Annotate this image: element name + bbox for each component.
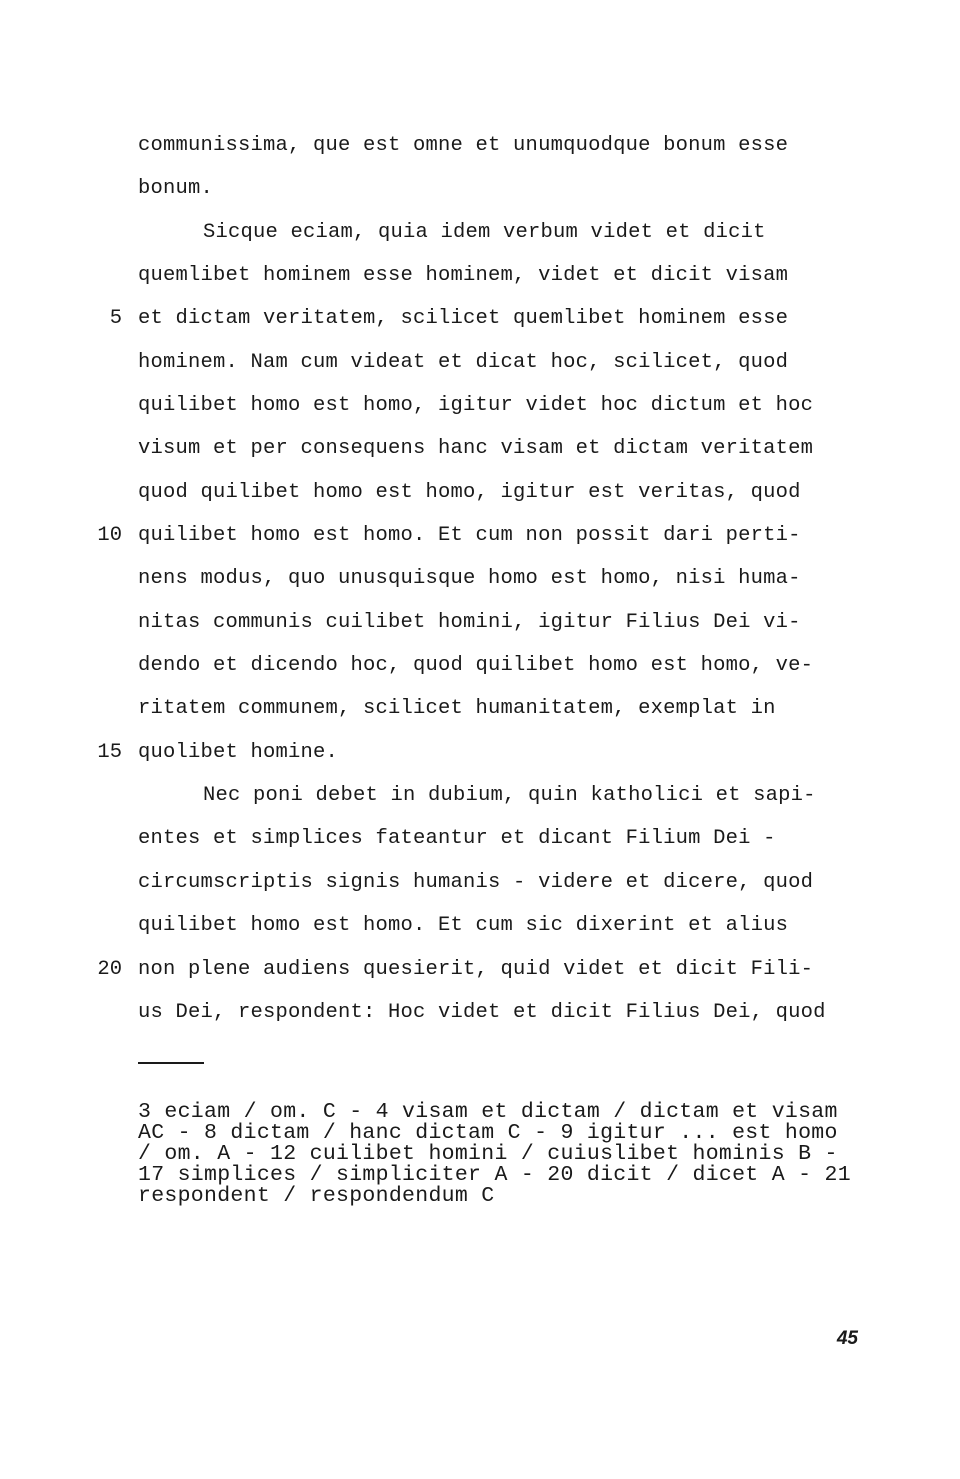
text-line-7: quilibet homo est homo, igitur videt hoc dictum et hoc bbox=[138, 394, 814, 417]
text-line-9: quod quilibet homo est homo, igitur est veritas, quod bbox=[138, 481, 801, 504]
text-line-18: circumscriptis signis humanis - videre et dicere, quod bbox=[138, 871, 814, 894]
page-number: 45 bbox=[836, 1328, 858, 1349]
text-line-2: bonum. bbox=[138, 177, 214, 200]
text-line-11: nens modus, quo unusquisque homo est homo, nisi huma- bbox=[138, 567, 801, 590]
line-number-20: 20 bbox=[97, 958, 122, 981]
text-line-10: quilibet homo est homo. Et cum non possit dari perti- bbox=[138, 524, 801, 547]
footnote-line-1: 3 eciam / om. C - 4 visam et dictam / dictam et visam bbox=[138, 1100, 838, 1124]
text-line-4: quemlibet hominem esse hominem, videt et dicit visam bbox=[138, 264, 789, 287]
text-line-5: et dictam veritatem, scilicet quemlibet hominem esse bbox=[138, 307, 789, 330]
footnote-line-2: AC - 8 dictam / hanc dictam C - 9 igitur ... est homo bbox=[138, 1121, 838, 1145]
text-line-3: Sicque eciam, quia idem verbum videt et dicit bbox=[203, 221, 766, 244]
text-line-14: ritatem communem, scilicet humanitatem, exemplat in bbox=[138, 697, 776, 720]
text-line-6: hominem. Nam cum videat et dicat hoc, scilicet, quod bbox=[138, 351, 789, 374]
text-line-19: quilibet homo est homo. Et cum sic dixerint et alius bbox=[138, 914, 789, 937]
text-line-17: entes et simplices fateantur et dicant Filium Dei - bbox=[138, 827, 776, 850]
line-number-10: 10 bbox=[97, 524, 122, 547]
text-line-15: quolibet homine. bbox=[138, 741, 339, 764]
footnote-line-5: respondent / respondendum C bbox=[138, 1184, 495, 1208]
text-line-21: us Dei, respondent: Hoc videt et dicit Filius Dei, quod bbox=[138, 1001, 826, 1024]
text-line-8: visum et per consequens hanc visam et dictam veritatem bbox=[138, 437, 814, 460]
footnote-separator bbox=[138, 1062, 204, 1064]
text-line-1: communissima, que est omne et unumquodque bonum esse bbox=[138, 134, 789, 157]
line-number-5: 5 bbox=[109, 307, 122, 330]
footnote-line-3: / om. A - 12 cuilibet homini / cuiuslibet hominis B - bbox=[138, 1142, 838, 1166]
text-line-20: non plene audiens quesierit, quid videt et dicit Fili- bbox=[138, 958, 814, 981]
line-number-15: 15 bbox=[97, 741, 122, 764]
footnote-line-4: 17 simplices / simpliciter A - 20 dicit / dicet A - 21 bbox=[138, 1163, 851, 1187]
text-line-16: Nec poni debet in dubium, quin katholici et sapi- bbox=[203, 784, 816, 807]
text-line-12: nitas communis cuilibet homini, igitur Filius Dei vi- bbox=[138, 611, 801, 634]
text-line-13: dendo et dicendo hoc, quod quilibet homo est homo, ve- bbox=[138, 654, 814, 677]
